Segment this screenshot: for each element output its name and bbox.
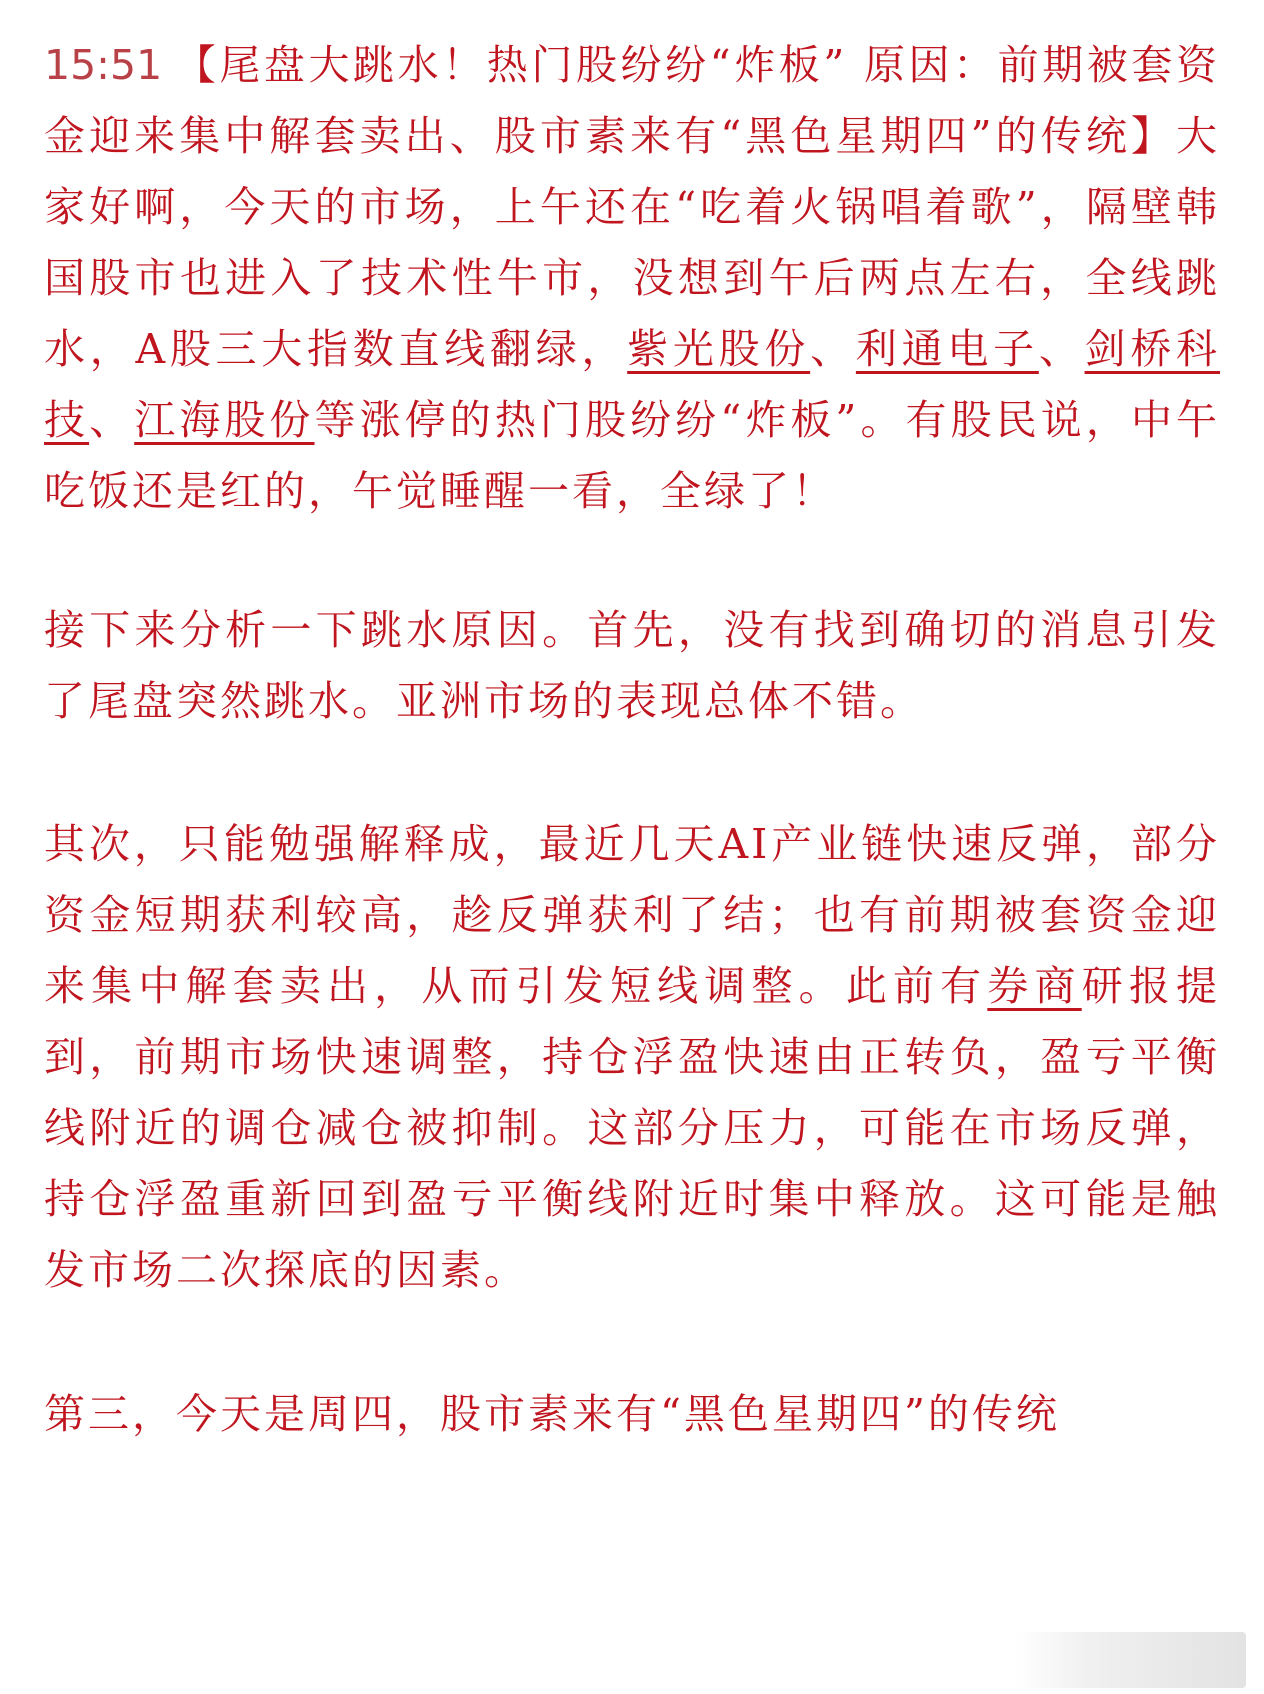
stock-link-jianghai[interactable]: 江海股份	[134, 396, 315, 444]
stock-link-jianqiao[interactable]: 剑桥科技	[44, 325, 1221, 444]
stock-link-ziguang[interactable]: 紫光股份	[627, 325, 811, 373]
separator: 、	[89, 396, 135, 444]
separator: 、	[1038, 325, 1085, 373]
paragraph-1-text-b: 等涨停的热门股纷纷“炸板”。有股民说，中午吃饭还是红的，午觉睡醒一看，全绿了！	[44, 396, 1221, 515]
paragraph-3-text-b: 研报提到，前期市场快速调整，持仓浮盈快速由正转负，盈亏平衡线附近的调仓减仓被抑制。这部分压力，可能在市场反弹，持仓浮盈重新回到盈亏平衡线附近时集中释放。这可能是触发市场二次探底的因素。	[44, 962, 1221, 1294]
timestamp: 15:51	[44, 41, 163, 89]
news-article	[44, 30, 1220, 1450]
paragraph-2-text: 接下来分析一下跳水原因。首先，没有找到确切的消息引发了尾盘突然跳水。亚洲市场的表现总体不错。	[44, 606, 1220, 725]
paragraph-2	[44, 595, 1220, 737]
separator: 、	[810, 325, 856, 373]
paragraph-4-text: 第三，今天是周四，股市素来有“黑色星期四”的传统	[44, 1390, 1060, 1438]
paragraph-1	[44, 30, 1220, 527]
paragraph-3-text-a: 其次，只能勉强解释成，最近几天AI产业链快速反弹，部分资金短期获利较高，趁反弹获利了结；也有前期被套资金迎来集中解套卖出，从而引发短线调整。此前有	[44, 820, 1220, 1010]
paragraph-1-text-a: 大家好啊，今天的市场，上午还在“吃着火锅唱着歌”，隔壁韩国股市也进入了技术性牛市，没想到午后两点左右，全线跳水，A股三大指数直线翻绿，	[44, 112, 1220, 373]
paragraph-3	[44, 809, 1220, 1306]
broker-link[interactable]: 券商	[987, 962, 1082, 1010]
headline: 【尾盘大跳水！热门股纷纷“炸板” 原因：前期被套资金迎来集中解套卖出、股市素来有“黑色星期四”的传统】	[44, 41, 1220, 160]
stock-link-litong[interactable]: 利通电子	[855, 325, 1039, 373]
paragraph-4	[44, 1379, 1220, 1450]
watermark-overlay	[1016, 1632, 1246, 1688]
